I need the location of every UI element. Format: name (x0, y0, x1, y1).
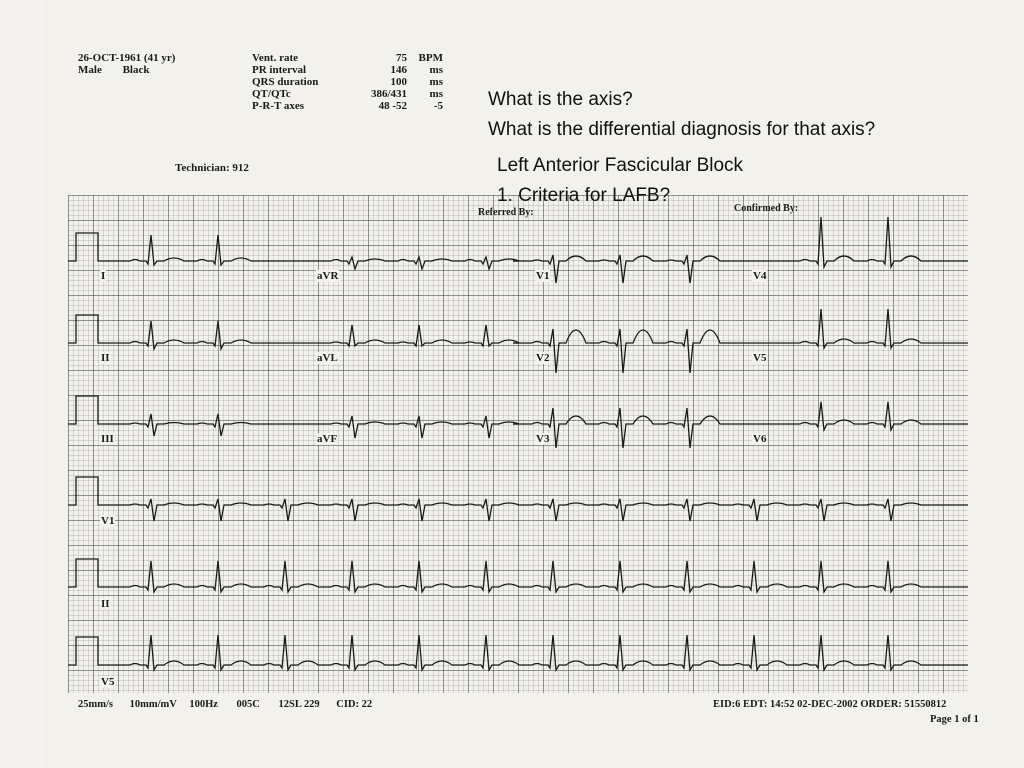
measurement-unit: ms (429, 88, 443, 100)
patient-race: Black (122, 64, 150, 76)
lead-label: V3 (536, 433, 550, 445)
ecg-lead-trace (68, 233, 293, 265)
paper-speed: 25mm/s (78, 699, 113, 710)
patient-info (78, 52, 175, 76)
measurement-label: Vent. rate (252, 52, 299, 64)
gain: 10mm/mV (129, 699, 177, 710)
ecg-lead-trace (733, 309, 968, 348)
ecg-lead-trace (733, 217, 968, 267)
lead-label: aVF (317, 433, 338, 445)
measurement-label: QRS duration (252, 76, 319, 88)
ecg-lead-trace (293, 257, 519, 269)
measurement-unit: -5 (433, 100, 443, 112)
ecg-rhythm-trace (68, 559, 968, 592)
lead-label: V4 (753, 270, 767, 282)
measurement-row (252, 100, 447, 112)
lead-label: V5 (101, 676, 115, 688)
page-number: Page 1 of 1 (930, 714, 979, 725)
measurement-unit: BPM (418, 52, 443, 64)
measurement-value: 386/431 (370, 88, 407, 100)
measurement-label: P-R-T axes (252, 100, 305, 112)
ecg-lead-trace (733, 402, 968, 430)
measurement-value: 48 -52 (378, 100, 407, 112)
ecg-lead-trace (513, 329, 733, 373)
measurements-block (252, 52, 447, 112)
ecg-rhythm-trace (68, 477, 968, 521)
lead-label: aVR (317, 270, 339, 282)
patient-dob: 26-OCT-1961 (41 yr) (78, 52, 176, 64)
measurement-row (252, 88, 447, 100)
technician-label: Technician: 912 (175, 162, 249, 174)
measurement-row (252, 52, 447, 64)
lead-label: V1 (536, 270, 550, 282)
measurement-value: 146 (390, 64, 407, 76)
ecg-lead-trace (293, 325, 519, 346)
lead-label: aVL (317, 352, 338, 364)
ecg-traces (68, 195, 968, 693)
measurement-value: 100 (390, 76, 407, 88)
measurement-row (252, 64, 447, 76)
topic-lafb: Left Anterior Fascicular Block (497, 155, 744, 176)
lead-label: V1 (101, 515, 115, 527)
referred-by-label: Referred By: (478, 207, 534, 218)
lead-label: II (101, 598, 110, 610)
lead-label: V2 (536, 352, 550, 364)
measurement-unit: ms (429, 76, 443, 88)
confirmed-by-label: Confirmed By: (734, 203, 799, 214)
filter: 100Hz (189, 699, 218, 710)
patient-sex: Male (78, 64, 102, 76)
measurement-label: QT/QTc (252, 88, 291, 100)
code-12sl: 12SL 229 (278, 699, 320, 710)
lead-label: V5 (753, 352, 767, 364)
measurement-value: 75 (396, 52, 407, 64)
code-005c: 005C (236, 699, 260, 710)
footer-settings (78, 699, 372, 710)
ecg-rhythm-trace (68, 635, 968, 670)
lead-label: I (101, 270, 106, 282)
question-axis: What is the axis? (488, 89, 633, 110)
lead-label: II (101, 352, 110, 364)
order-info: EID:6 EDT: 14:52 02-DEC-2002 ORDER: 51550812 (713, 699, 947, 710)
question-criteria: 1. Criteria for LAFB? (497, 185, 671, 206)
measurement-label: PR interval (252, 64, 307, 76)
lead-label: V6 (753, 433, 767, 445)
measurement-row (252, 76, 447, 88)
measurement-unit: ms (429, 64, 443, 76)
ecg-lead-trace (68, 315, 293, 349)
ecg-lead-trace (68, 396, 293, 436)
cid: CID: 22 (336, 699, 373, 710)
question-differential: What is the differential diagnosis for that axis? (488, 119, 876, 140)
lead-label: III (101, 433, 114, 445)
